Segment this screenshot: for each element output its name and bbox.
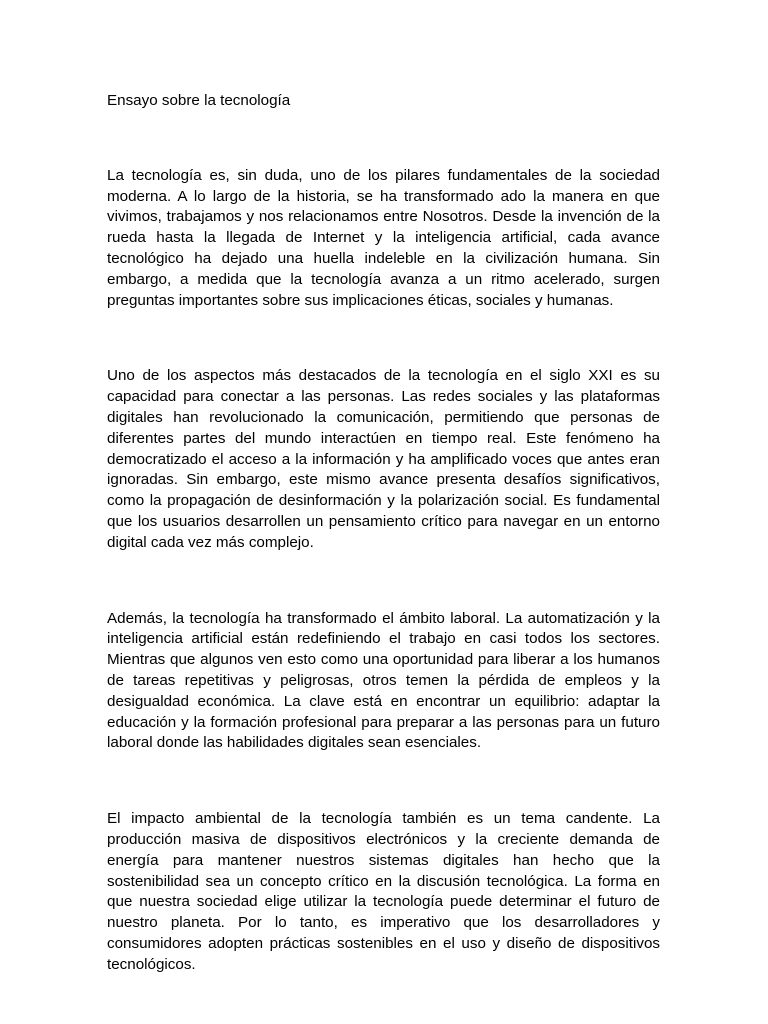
paragraph-environment: El impacto ambiental de la tecnología también es un tema candente. La producción masiva de dispositivos electrónicos y la creciente demanda de energía para mantener nuestros sistemas digitales han hecho que la sostenibilidad sea un concepto crítico en la discusión tecnológica. La forma en que nuestra sociedad elige utilizar la tecnología puede determinar el futuro de nuestro planeta. Por lo tanto, es imperativo que los desarrolladores y consumidores adopten prácticas sostenibles en el uso y diseño de dispositivos tecnológicos. [107,810,660,973]
document-title: Ensayo sobre la tecnología [107,92,291,109]
document-body [107,91,660,976]
paragraph-connectivity: Uno de los aspectos más destacados de la tecnología en el siglo XXI es su capacidad para conectar a las personas. Las redes sociales y las plataformas digitales han revolucionado la comunicación, permitiendo que personas de diferentes partes del mundo interactúen en tiempo real. Este fenómeno ha democratizado el acceso a la información y ha amplificado voces que antes eran ignoradas. Sin embargo, este mismo avance presenta desafíos significativos, como la propagación de desinformación y la polarización social. Es fundamental que los usuarios desarrollen un pensamiento crítico para navegar en un entorno digital cada vez más complejo. [107,367,660,551]
paragraph-labor: Además, la tecnología ha transformado el ámbito laboral. La automatización y la inteligencia artificial están redefiniendo el trabajo en casi todos los sectores. Mientras que algunos ven esto como una oportunidad para liberar a los humanos de tareas repetitivas y peligrosas, otros temen la pérdida de empleos y la desigualdad económica. La clave está en encontrar un equilibrio: adaptar la educación y la formación profesional para preparar a las personas para un futuro laboral donde las habilidades digitales sean esenciales. [107,609,660,752]
paragraph-introduction: La tecnología es, sin duda, uno de los pilares fundamentales de la sociedad moderna. A lo largo de la historia, se ha transformado ado la manera en que vivimos, trabajamos y nos relacionamos entre Nosotros. Desde la invención de la rueda hasta la llegada de Internet y la inteligencia artificial, cada avance tecnológico ha dejado una huella indeleble en la civilización humana. Sin embargo, a medida que la tecnología avanza a un ritmo acelerado, surgen preguntas importantes sobre sus implicaciones éticas, sociales y humanas. [107,166,660,309]
